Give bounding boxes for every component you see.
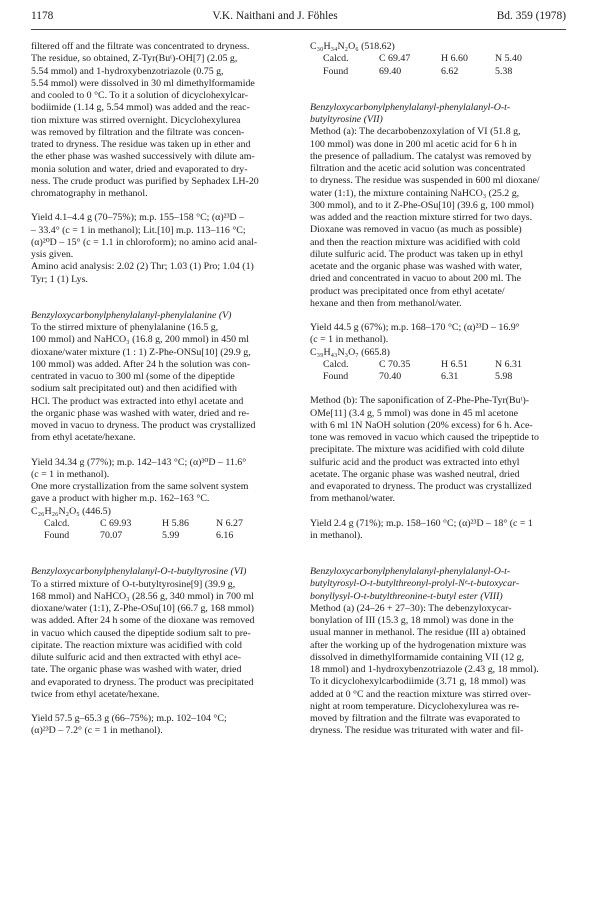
text-line: to dryness. The residue was suspended in 600 ml dioxane/ xyxy=(310,175,540,187)
text-line: acetate and the organic phase was washed with water, xyxy=(310,261,522,272)
analysis-cell: N 6.27 xyxy=(216,517,243,529)
text-line: ysis given. xyxy=(31,249,74,260)
yield-paragraph-iii xyxy=(31,212,295,261)
text-line: (α)²⁰D – 15° (c = 1.1 in chloroform); no amino acid anal- xyxy=(31,236,258,248)
text-line: 168 mmol) and NaHCO₃ (28.56 g, 340 mmol) in 700 ml xyxy=(31,590,254,602)
text-line: 5.54 mmol) were dissolved in 30 ml dimethylformamide xyxy=(31,77,255,89)
text-line: monia solution and water, dried and evaporated to dry- xyxy=(31,163,248,175)
analysis-cell: C 69.47 xyxy=(379,53,411,65)
text-line: Method (b): The saponification of Z-Phe-Phe-Tyr(Buᵗ)- xyxy=(310,395,530,407)
formula-compound-vii: C₃₉H₄₃N₃O₇ (665.8) xyxy=(310,346,390,358)
text-line: butyltyrosyl-O-t-butylthreonyl-prolyl-Nᵉ-t-butoxycar- xyxy=(310,578,520,590)
text-line: added at 0 °C and the reaction mixture was stirred over- xyxy=(310,688,531,700)
page-number: 1178 xyxy=(31,10,54,22)
text-line: bonylation of III (15.3 g, 18 mmol) was done in the xyxy=(310,615,514,626)
text-line: dried and concentrated in vacuo to about 200 ml. The xyxy=(310,273,521,285)
found-row xyxy=(44,530,257,542)
text-line: – 33.4° (c = 1 in methanol); Lit.[10] m.p. 113–116 °C; xyxy=(31,224,246,236)
yield-compound-vi xyxy=(31,713,295,738)
analysis-cell: 5.99 xyxy=(162,530,180,541)
yield-vii-method-a xyxy=(310,322,568,347)
text-line: Yield 57.5 g–65.3 g (66–75%); m.p. 102–104 °C; xyxy=(31,713,227,724)
text-line: from ethyl acetate/hexane. xyxy=(31,432,136,444)
text-line: moved in vacuo to dryness. The product was crystallized xyxy=(31,420,256,431)
analysis-cell: 69.40 xyxy=(379,65,402,77)
text-line: moved by filtration and the filtrate was evaporated to xyxy=(310,713,521,724)
heading-compound-v: Benzyloxycarbonylphenylalanyl-phenylalanine (V) xyxy=(31,309,232,321)
text-line: bonyllysyl-O-t-butylthreonine-t-butyl ester (VIII) xyxy=(310,590,503,602)
analysis-cell: H 5.86 xyxy=(162,517,189,529)
text-line: Benzyloxycarbonylphenylalanyl-phenylalanyl-O-t- xyxy=(310,101,511,113)
analysis-table-vi xyxy=(323,53,536,78)
calcd-row xyxy=(44,518,257,530)
page-header xyxy=(31,10,566,28)
text-line: Yield 34.34 g (77%); m.p. 142–143 °C; (α)³⁰D – 11.6° xyxy=(31,456,247,468)
text-line: cipitate. The reaction mixture was acidified with cold xyxy=(31,639,242,651)
analysis-cell: 6.31 xyxy=(441,371,459,382)
text-line: Benzyloxycarbonylphenylalanyl-phenylalanyl-O-t- xyxy=(310,566,511,577)
text-line: The residue, so obtained, Z-Tyr(Buᵗ)-OH[7] (2.05 g, xyxy=(31,53,238,65)
text-line: and evaporated to dryness. The product was crystallized xyxy=(310,481,532,492)
journal-volume: Bd. 359 (1978) xyxy=(496,10,566,22)
text-line: 18 mmol) and 1-hydroxybenzotriazole (2.43 g, 18 mmol). xyxy=(310,664,539,675)
text-line: dissolved in dimethylformamide containing VII (12 g, xyxy=(310,651,525,663)
text-line: (c = 1 in methanol). xyxy=(31,468,110,480)
text-line: Method (a): The decarbobenzoxylation of VI (51.8 g, xyxy=(310,126,521,138)
text-line: the presence of palladium. The catalyst was removed by xyxy=(310,150,532,162)
text-line: dryness. The residue was triturated with water and fil- xyxy=(310,725,524,737)
found-row xyxy=(323,66,536,78)
text-line: water (1:1), the mixture containing NaHCO₃ (25.2 g, xyxy=(310,187,520,199)
analysis-cell: C 70.35 xyxy=(379,358,411,370)
text-line: with 6 ml 1N NaOH solution (20% excess) for 6 h. Ace- xyxy=(310,419,533,431)
analysis-cell: Found xyxy=(323,371,349,382)
text-line: dilute sulfuric acid. The product was taken up in ethyl xyxy=(310,248,524,260)
text-line: Yield 44.5 g (67%); m.p. 168–170 °C; (α)²³D – 16.9° xyxy=(310,322,520,333)
analysis-cell: 70.40 xyxy=(379,371,402,382)
analysis-cell: N 5.40 xyxy=(495,53,522,65)
text-line: filtration and the acetic acid solution was concentrated xyxy=(310,163,526,174)
text-line: chromatography in methanol. xyxy=(31,188,148,199)
text-line: Yield 4.1–4.4 g (70–75%); m.p. 155–158 °C; (α)²³D – xyxy=(31,212,245,224)
analysis-table-v xyxy=(44,518,257,543)
text-line: dioxane/water (1:1), Z-Phe-OSu[10] (66.7 g, 168 mmol) xyxy=(31,603,254,614)
text-line: precipitate. The mixture was acidified with cold dilute xyxy=(310,444,525,456)
text-line: 300 mmol), and to it Z-Phe-OSu[10] (39.6 g, 100 mmol) xyxy=(310,199,534,211)
text-line: One more crystallization from the same solvent system xyxy=(31,481,249,492)
calcd-row xyxy=(323,359,536,371)
analysis-cell: Calcd. xyxy=(323,358,349,370)
text-line: tion mixture was stirred overnight. Dicyclohexylurea xyxy=(31,114,241,126)
text-line: night at room temperature. Dicyclohexylurea was re- xyxy=(310,700,520,712)
text-line: tone was removed in vacuo which caused the tripeptide to xyxy=(310,432,539,443)
text-line: and cooled to 0 °C. To it a solution of dicyclohexylcar- xyxy=(31,90,249,101)
text-line: bodiimide (1.14 g, 5.54 mmol) was added and the reac- xyxy=(31,102,250,114)
text-line: 100 mmol) was done in 200 ml acetic acid for 6 h in xyxy=(310,138,517,150)
text-line: Tyr; 1 (1) Lys. xyxy=(31,273,88,285)
running-authors: V.K. Naithani and J. Föhles xyxy=(212,10,338,22)
text-line: from methanol/water. xyxy=(310,493,396,505)
text-line: was added. After 24 h some of the dioxane was removed xyxy=(31,615,255,627)
formula-compound-v: C₂₆H₂₆N₂O₅ (446.5) xyxy=(31,505,111,517)
analysis-cell: 70.07 xyxy=(100,530,123,541)
text-line: butyltyrosine (VII) xyxy=(310,114,383,125)
analysis-cell: Calcd. xyxy=(323,53,349,65)
text-line: To it dicyclohexylcarbodiimide (3.71 g, 18 mmol) was xyxy=(310,676,526,688)
text-line: usual manner in methanol. The residue (III a) obtained xyxy=(310,627,526,639)
text-line: Dioxane was removed in vacuo (as much as possible) xyxy=(310,224,522,236)
procedure-compound-vi xyxy=(31,579,295,702)
analysis-cell: Calcd. xyxy=(44,517,70,529)
text-line: Amino acid analysis: 2.02 (2) Thr; 1.03 (1) Pro; 1.04 (1) xyxy=(31,261,254,273)
text-line: was added and the reaction mixture stirred for two days. xyxy=(310,212,533,223)
text-line: Yield 2.4 g (71%); m.p. 158–160 °C; (α)²³D – 18° (c = 1 xyxy=(310,517,533,529)
text-line: HCl. The product was extracted into ethyl acetate and xyxy=(31,395,244,407)
analysis-table-vii xyxy=(323,359,536,384)
yield-compound-v xyxy=(31,457,295,482)
analysis-cell: 6.16 xyxy=(216,530,234,541)
analysis-cell: 5.98 xyxy=(495,371,513,382)
text-line: tate. The organic phase was washed with water, dried xyxy=(31,664,242,676)
analysis-cell: N 6.31 xyxy=(495,358,522,370)
analysis-cell: Found xyxy=(44,530,70,541)
text-line: gave a product with higher m.p. 162–163 °C. xyxy=(31,493,210,505)
text-line: 100 mmol) and NaHCO₃ (16.8 g, 200 mmol) in 450 ml xyxy=(31,334,249,346)
text-line: To the stirred mixture of phenylalanine (16.5 g, xyxy=(31,322,219,333)
text-line: was removed by filtration and the filtrate was concen- xyxy=(31,126,245,138)
text-line: the organic phase was washed with water, dried and re- xyxy=(31,407,250,419)
text-line: centrated in vacuo to 300 ml (some of the dipeptide xyxy=(31,371,235,382)
text-line: the ether phase was washed successively with dilute am- xyxy=(31,151,255,163)
analysis-cell: H 6.60 xyxy=(441,53,468,65)
text-line: (c = 1 in methanol). xyxy=(310,334,389,346)
analysis-cell: 5.38 xyxy=(495,65,513,77)
text-line: in methanol). xyxy=(310,529,363,541)
text-line: hexane and then from methanol/water. xyxy=(310,297,462,309)
text-line: To a stirred mixture of O-t-butyltyrosine[9] (39.9 g, xyxy=(31,578,236,590)
text-line: dilute sulfuric acid and then extracted with ethyl ace- xyxy=(31,652,242,663)
text-line: ness. The crude product was purified by Sephadex LH-20 xyxy=(31,175,259,187)
text-line: OMe[11] (3.4 g, 5 mmol) was done in 45 ml acetone xyxy=(310,407,519,419)
text-line: (α)²³D – 7.2° (c = 1 in methanol). xyxy=(31,725,163,737)
amino-acid-analysis xyxy=(31,261,295,286)
text-line: sulfuric acid and the product was extracted into ethyl xyxy=(310,456,520,468)
text-line: and evaporated to dryness. The product was precipitated xyxy=(31,676,254,688)
paragraph-filtration xyxy=(31,41,295,200)
text-line: 100 mmol) was added. After 24 h the solution was con- xyxy=(31,358,251,370)
heading-compound-viii xyxy=(310,566,568,603)
procedure-vii-method-a xyxy=(310,126,568,310)
text-line: trated to dryness. The residue was taken up in ether and xyxy=(31,139,251,150)
analysis-cell: C 69.93 xyxy=(100,517,132,529)
text-line: in vacuo which caused the dipeptide sodium salt to pre- xyxy=(31,627,251,639)
procedure-compound-viii xyxy=(310,603,568,738)
formula-compound-vi: C₃₀H₃₄N₂O₆ (518.62) xyxy=(310,41,395,52)
text-line: filtered off and the filtrate was concentrated to dryness. xyxy=(31,41,250,52)
right-column xyxy=(310,41,568,738)
text-line: and then the reaction mixture was acidified with cold xyxy=(310,236,521,248)
text-line: sodium salt precipitated out) and then acidified with xyxy=(31,383,237,395)
header-rule xyxy=(31,29,566,30)
procedure-compound-v xyxy=(31,322,295,445)
text-line: dioxane/water mixture (1 : 1) Z-Phe-ONSu[10] (29.9 g, xyxy=(31,346,251,358)
analysis-cell: Found xyxy=(323,65,349,77)
yield-vii-method-b xyxy=(310,518,568,543)
found-row xyxy=(323,371,536,383)
analysis-cell: H 6.51 xyxy=(441,358,468,370)
text-line: product was precipitated once from ethyl acetate/ xyxy=(310,285,505,297)
recrystallization-note xyxy=(31,481,295,506)
text-line: after the working up of the hydrogenation mixture was xyxy=(310,639,527,651)
left-column xyxy=(31,41,295,738)
calcd-row xyxy=(323,53,536,65)
analysis-cell: 6.62 xyxy=(441,65,459,77)
procedure-vii-method-b xyxy=(310,395,568,505)
heading-compound-vii xyxy=(310,102,568,127)
text-line: 5.54 mmol) and 1-hydroxybenzotriazole (0.75 g, xyxy=(31,65,224,77)
text-line: acetate. The organic phase was washed neutral, dried xyxy=(310,468,520,480)
text-line: twice from ethyl acetate/hexane. xyxy=(31,688,160,700)
text-line: Method (a) (24–26 + 27–30): The debenzyloxycar- xyxy=(310,602,512,614)
heading-compound-vi: Benzyloxycarbonylphenylalanyl-O-t-butyltyrosine (VI) xyxy=(31,566,247,578)
